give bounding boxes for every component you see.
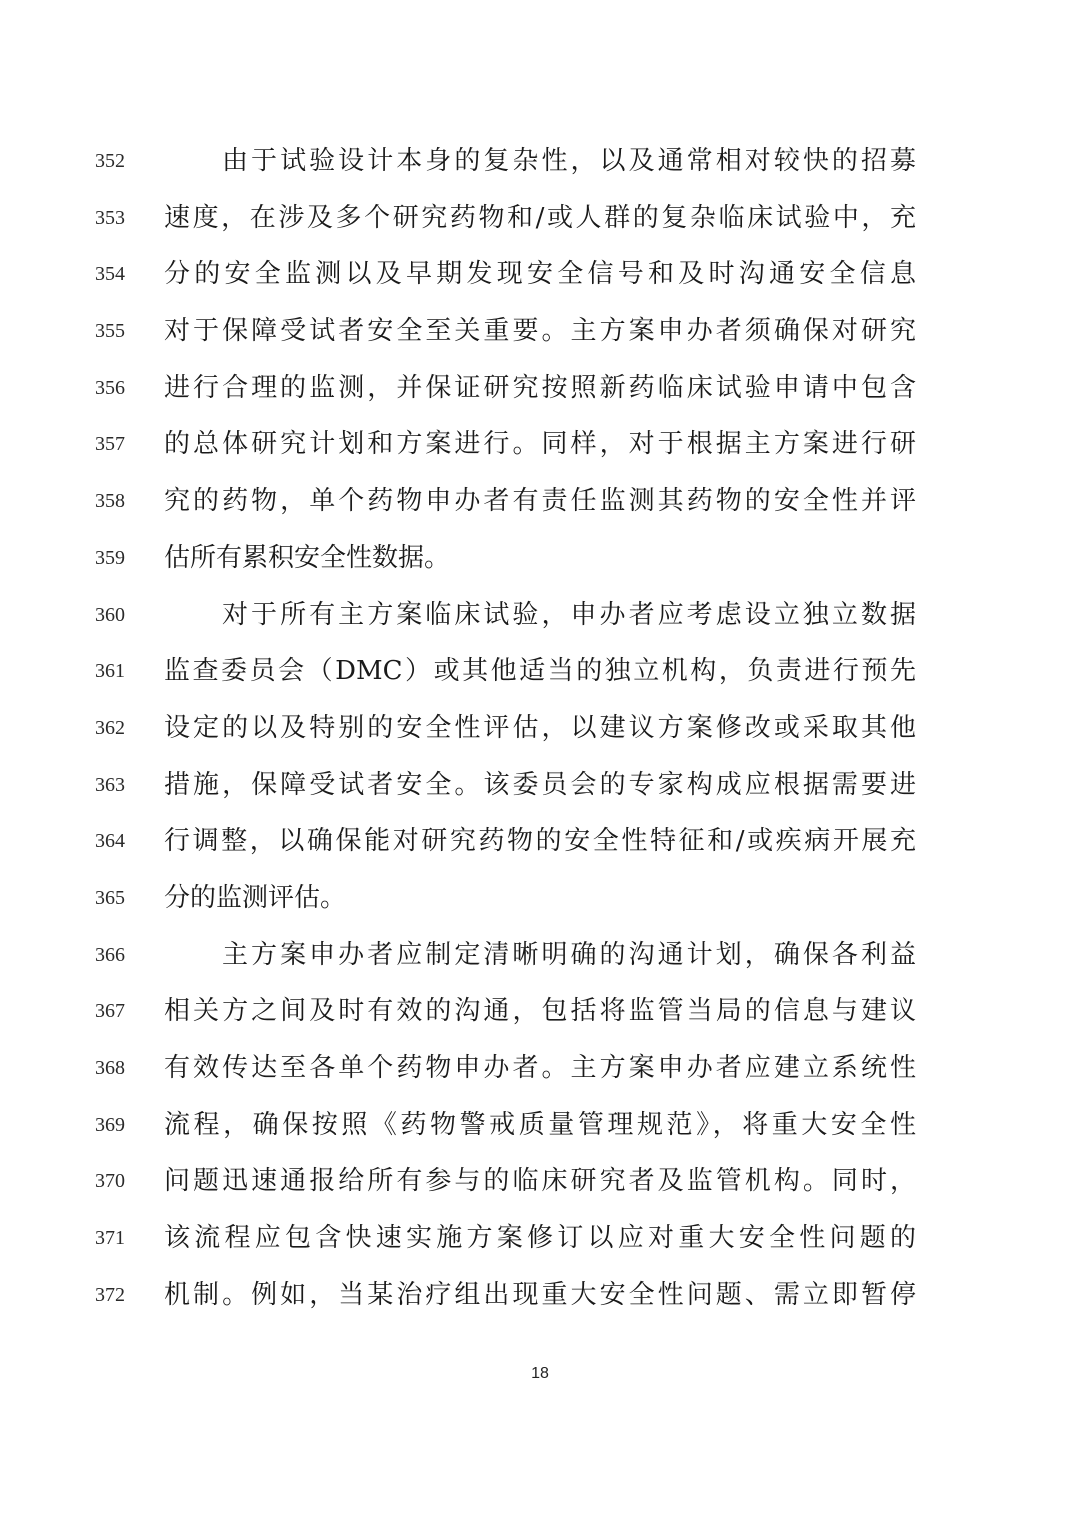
text-line [0, 1269, 1080, 1326]
line-text: 监查委员会（DMC）或其他适当的独立机构，负责进行预先 [164, 656, 916, 687]
text-line [0, 929, 1080, 986]
line-number: 365 [95, 886, 125, 909]
text-line [0, 475, 1080, 532]
line-number: 361 [95, 660, 125, 683]
text-line [0, 192, 1080, 249]
text-line [0, 1099, 1080, 1156]
text-line [0, 305, 1080, 362]
line-text: 对于所有主方案临床试验，申办者应考虑设立独立数据 [222, 599, 916, 630]
line-text: 主方案申办者应制定清晰明确的沟通计划，确保各利益 [222, 939, 916, 970]
text-line [0, 248, 1080, 305]
line-number: 364 [95, 830, 125, 853]
line-number: 357 [95, 433, 125, 456]
line-text: 对于保障受试者安全至关重要。主方案申办者须确保对研究 [164, 316, 916, 347]
line-text: 进行合理的监测，并保证研究按照新药临床试验申请中包含 [164, 372, 916, 403]
line-text: 措施，保障受试者安全。该委员会的专家构成应根据需要进 [164, 769, 916, 800]
text-line [0, 815, 1080, 872]
line-number: 366 [95, 943, 125, 966]
line-text: 估所有累积安全性数据。 [164, 542, 451, 573]
text-line [0, 532, 1080, 589]
line-number: 358 [95, 490, 125, 513]
line-number: 356 [95, 376, 125, 399]
line-number: 355 [95, 320, 125, 343]
line-text: 的总体研究计划和方案进行。同样，对于根据主方案进行研 [164, 429, 916, 460]
line-text: 分的安全监测以及早期发现安全信号和及时沟通安全信息 [164, 259, 916, 290]
line-number: 352 [95, 150, 125, 172]
line-number: 362 [95, 716, 125, 739]
text-line [0, 985, 1080, 1042]
text-line [0, 589, 1080, 646]
line-number: 372 [95, 1283, 125, 1306]
line-number: 369 [95, 1113, 125, 1136]
line-text: 相关方之间及时有效的沟通，包括将监管当局的信息与建议 [164, 996, 916, 1027]
text-line [0, 702, 1080, 759]
line-number: 371 [95, 1227, 125, 1250]
line-text: 设定的以及特别的安全性评估，以建议方案修改或采取其他 [164, 712, 916, 743]
text-line [0, 645, 1080, 702]
line-text: 分的监测评估。 [164, 882, 347, 913]
line-number: 353 [95, 206, 125, 229]
text-line [0, 872, 1080, 929]
line-number: 368 [95, 1057, 125, 1079]
text-line [0, 1042, 1080, 1099]
page-number: 18 [531, 1365, 549, 1382]
line-number: 360 [95, 603, 125, 626]
line-number: 363 [95, 773, 125, 796]
text-line [0, 135, 1080, 192]
line-text: 由于试验设计本身的复杂性，以及通常相对较快的招募 [222, 146, 916, 176]
line-number: 359 [95, 546, 125, 569]
text-line [0, 1155, 1080, 1212]
text-line [0, 1212, 1080, 1269]
line-number: 354 [95, 263, 125, 286]
line-text: 流程，确保按照《药物警戒质量管理规范》，将重大安全性 [164, 1109, 916, 1140]
line-text: 问题迅速通报给所有参与的临床研究者及监管机构。同时， [164, 1166, 916, 1197]
line-text: 究的药物，单个药物申办者有责任监测其药物的安全性并评 [164, 486, 916, 517]
line-number: 370 [95, 1170, 125, 1193]
text-line [0, 759, 1080, 816]
line-text: 机制。例如，当某治疗组出现重大安全性问题、需立即暂停 [164, 1279, 916, 1310]
numbered-text-body [0, 135, 1080, 1325]
text-line [0, 362, 1080, 419]
line-text: 行调整，以确保能对研究药物的安全性特征和/或疾病开展充 [164, 826, 916, 857]
text-line [0, 418, 1080, 475]
line-number: 367 [95, 1000, 125, 1023]
line-text: 有效传达至各单个药物申办者。主方案申办者应建立系统性 [164, 1053, 916, 1083]
line-text: 该流程应包含快速实施方案修订以应对重大安全性问题的 [164, 1223, 916, 1254]
line-text: 速度，在涉及多个研究药物和/或人群的复杂临床试验中，充 [164, 202, 916, 233]
